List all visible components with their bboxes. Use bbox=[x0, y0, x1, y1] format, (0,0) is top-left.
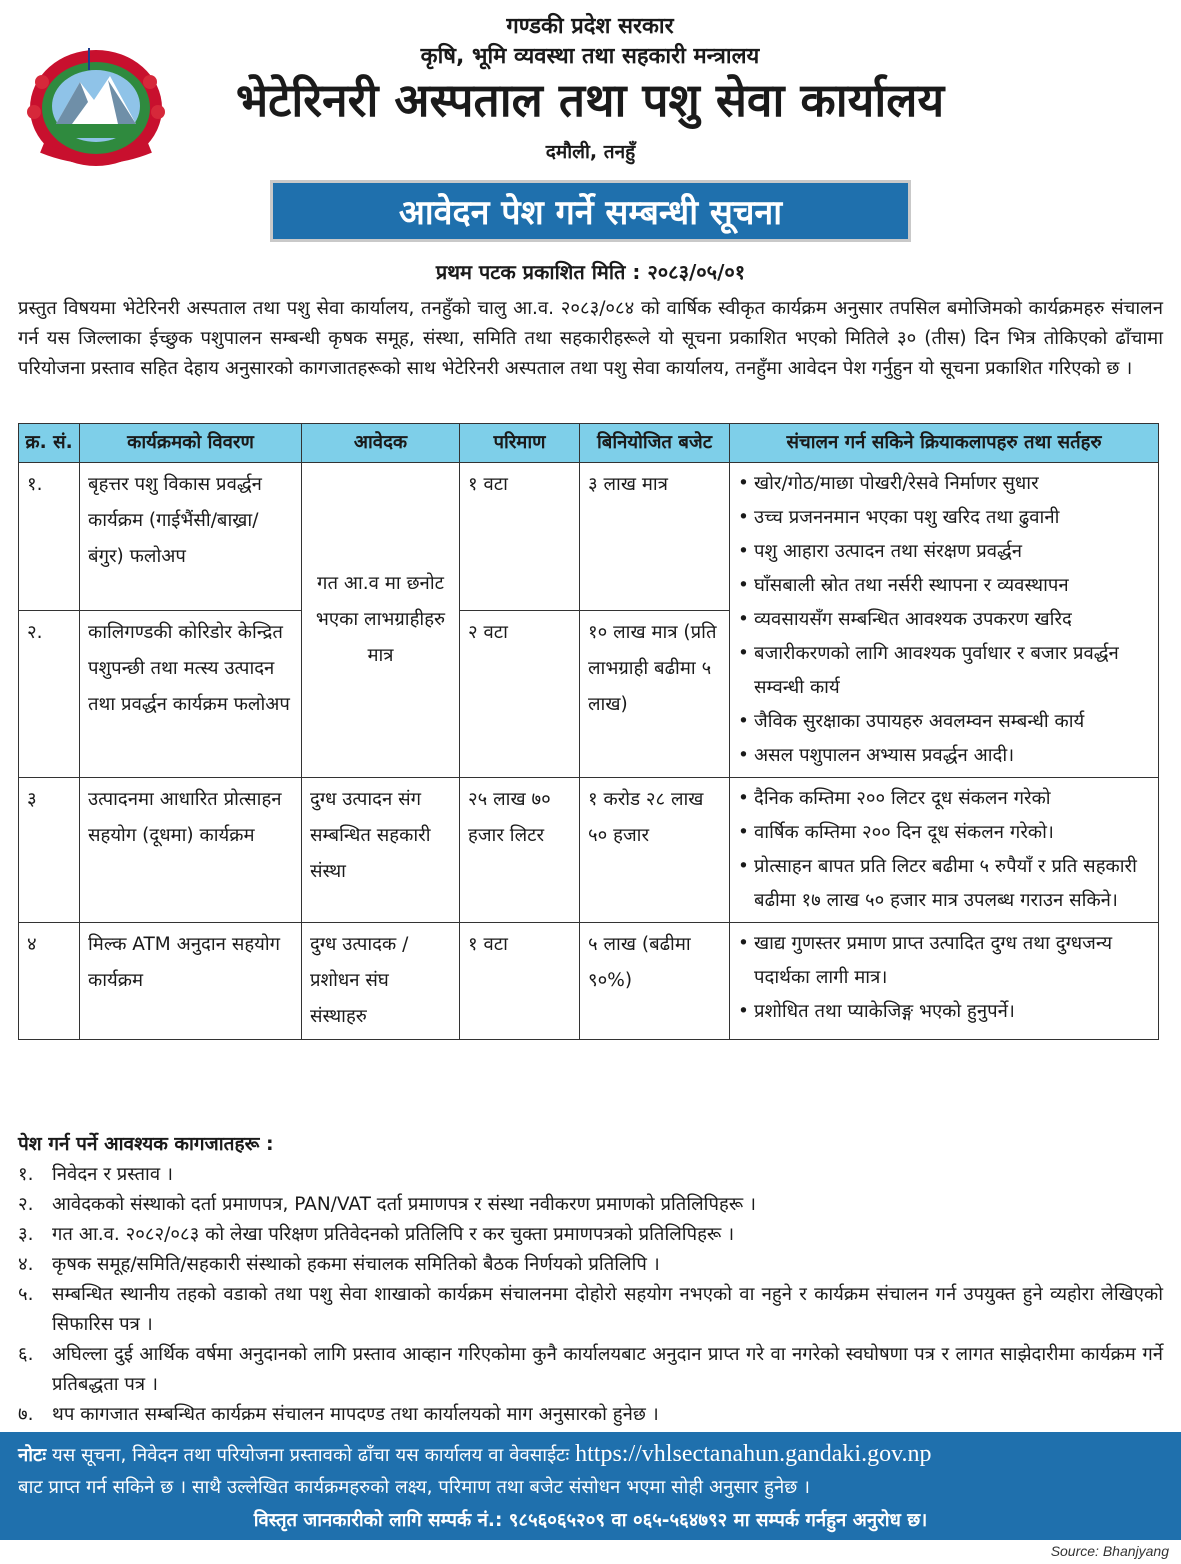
cell-sn: ४ bbox=[19, 923, 80, 1040]
source-credit: Source: Bhanjyang bbox=[1050, 1543, 1169, 1559]
cell-applicant: दुग्ध उत्पादक /प्रशोधन संघ संस्थाहरु bbox=[302, 923, 460, 1040]
item-number: ३. bbox=[18, 1224, 34, 1245]
col-header-applicant: आवेदक bbox=[302, 424, 460, 463]
table-header-row bbox=[19, 424, 1159, 463]
col-header-quantity: परिमाण bbox=[460, 424, 580, 463]
notice-title: आवेदन पेश गर्ने सम्बन्धी सूचना bbox=[398, 193, 783, 233]
list-item: • उच्च प्रजननमान भएका पशु खरिद तथा ढुवानी bbox=[738, 501, 1150, 535]
item-text: कृषक समूह/समिति/सहकारी संस्थाको हकमा संचालक समितिको बैठक निर्णयको प्रतिलिपि । bbox=[52, 1254, 660, 1275]
list-item bbox=[18, 1220, 1163, 1250]
cell-quantity: १ वटा bbox=[460, 923, 580, 1040]
cell-program: मिल्क ATM अनुदान सहयोग कार्यक्रम bbox=[80, 923, 302, 1040]
item-text: गत आ.व. २०८२/०८३ को लेखा परिक्षण प्रतिवेदनको प्रतिलिपि र कर चुक्ता प्रमाणपत्रको प्रतिलिपिहरू । bbox=[52, 1224, 735, 1245]
table-row bbox=[19, 463, 1159, 611]
activities-list bbox=[738, 782, 1150, 918]
item-text: निवेदन र प्रस्ताव । bbox=[52, 1164, 174, 1185]
list-item: • बजारीकरणको लागि आवश्यक पुर्वाधार र बजार प्रवर्द्धन सम्वन्धी कार्य bbox=[738, 637, 1150, 705]
item-number: ५. bbox=[18, 1284, 34, 1305]
cell-activities bbox=[730, 923, 1159, 1040]
item-text: सम्बन्धित स्थानीय तहको वडाको तथा पशु सेवा शाखाको कार्यक्रम संचालनमा दोहोरो सहयोग नभएको वा नहुने र कार्यक्रम संचालन गर्न उपयुक्त हुने व्यहोरा लेखिएको सिफारिस पत्र । bbox=[52, 1284, 1163, 1335]
item-text: आवेदकको संस्थाको दर्ता प्रमाणपत्र, PAN/VAT दर्ता प्रमाणपत्र र संस्था नवीकरण प्रमाणको प्रतिलिपिहरू । bbox=[52, 1194, 757, 1215]
list-item bbox=[18, 1280, 1163, 1340]
list-item bbox=[18, 1160, 1163, 1190]
cell-budget: १० लाख मात्र (प्रति लाभग्राही बढीमा ५ लाख) bbox=[580, 611, 730, 778]
col-header-budget: बिनियोजित बजेट bbox=[580, 424, 730, 463]
ministry-name: कृषि, भूमि व्यवस्था तथा सहकारी मन्त्रालय bbox=[420, 44, 760, 69]
list-item: • घाँसबाली स्रोत तथा नर्सरी स्थापना र व्यवस्थापन bbox=[738, 569, 1150, 603]
cell-program: कालिगण्डकी कोरिडोर केन्द्रित पशुपन्छी तथा मत्स्य उत्पादन तथा प्रवर्द्धन कार्यक्रम फलोअप bbox=[80, 611, 302, 778]
list-item: • व्यवसायसँग सम्बन्धित आवश्यक उपकरण खरिद bbox=[738, 603, 1150, 637]
publication-date: प्रथम पटक प्रकाशित मिति : २०८३/०५/०१ bbox=[435, 260, 746, 284]
cell-activities bbox=[730, 778, 1159, 923]
program-table bbox=[18, 423, 1159, 1040]
office-location: दमौली, तनहुँ bbox=[545, 141, 636, 163]
note-line-2: बाट प्राप्त गर्न सकिने छ । साथै उल्लेखित कार्यक्रमहरुको लक्ष्य, परिमाण तथा बजेट संसोधन भएमा सोही अनुसार हुनेछ । bbox=[18, 1477, 811, 1498]
note-text: यस सूचना, निवेदन तथा परियोजना प्रस्तावको ढाँचा यस कार्यालय वा वेवसाईटः bbox=[52, 1445, 570, 1466]
list-item bbox=[18, 1190, 1163, 1220]
list-item: • दैनिक कम्तिमा २०० लिटर दूध संकलन गरेको bbox=[738, 782, 1150, 816]
col-header-activities: संचालन गर्न सकिने क्रियाकलापहरु तथा सर्तहरु bbox=[730, 424, 1159, 463]
item-number: ७. bbox=[18, 1404, 34, 1425]
list-item bbox=[18, 1400, 1163, 1430]
table-row bbox=[19, 923, 1159, 1040]
item-text: अघिल्ला दुई आर्थिक वर्षमा अनुदानको लागि प्रस्ताव आव्हान गरिएकोमा कुनै कार्यालयबाट अनुदान प्राप्त गरे वा नगरेको स्वघोषणा पत्र र लागत साझेदारीमा कार्यक्रम गर्ने प्रतिबद्धता पत्र । bbox=[52, 1344, 1163, 1395]
website-link[interactable]: https://vhlsectanahun.gandaki.gov.np bbox=[575, 1441, 932, 1467]
list-item bbox=[18, 1250, 1163, 1280]
documents-list bbox=[18, 1160, 1163, 1430]
note-line-1 bbox=[18, 1438, 1163, 1472]
list-item: • प्रशोधित तथा प्याकेजिङ्ग भएको हुनुपर्ने। bbox=[738, 995, 1150, 1029]
documents-title: पेश गर्न पर्ने आवश्यक कागजातहरू : bbox=[18, 1133, 274, 1155]
cell-applicant: दुग्ध उत्पादन संग सम्बन्धित सहकारी संस्था bbox=[302, 778, 460, 923]
cell-program: बृहत्तर पशु विकास प्रवर्द्धन कार्यक्रम (गाईभैंसी/बाख्रा/बंगुर) फलोअप bbox=[80, 463, 302, 611]
item-number: १. bbox=[18, 1164, 34, 1185]
col-header-program: कार्यक्रमको विवरण bbox=[80, 424, 302, 463]
required-documents bbox=[18, 1128, 1163, 1430]
cell-applicant-merged: गत आ.व मा छनोट भएका लाभग्राहीहरु मात्र bbox=[302, 463, 460, 778]
list-item: • प्रोत्साहन बापत प्रति लिटर बढीमा ५ रुपैयाँ र प्रति सहकारी बढीमा १७ लाख ५० हजार मात्र उपलब्ध गराउन सकिने। bbox=[738, 850, 1150, 918]
cell-quantity: १ वटा bbox=[460, 463, 580, 611]
list-item: • वार्षिक कम्तिमा २०० दिन दूध संकलन गरेको। bbox=[738, 816, 1150, 850]
cell-quantity: २ वटा bbox=[460, 611, 580, 778]
footer-note bbox=[0, 1432, 1181, 1540]
table-row bbox=[19, 778, 1159, 923]
list-item: • जैविक सुरक्षाका उपायहरु अवलम्वन सम्बन्धी कार्य bbox=[738, 705, 1150, 739]
cell-sn: २. bbox=[19, 611, 80, 778]
list-item: • पशु आहारा उत्पादन तथा संरक्षण प्रवर्द्धन bbox=[738, 535, 1150, 569]
item-text: थप कागजात सम्बन्धित कार्यक्रम संचालन मापदण्ड तथा कार्यालयको माग अनुसारको हुनेछ । bbox=[52, 1404, 659, 1425]
activities-list bbox=[738, 467, 1150, 773]
cell-budget: ३ लाख मात्र bbox=[580, 463, 730, 611]
list-item: • खाद्य गुणस्तर प्रमाण प्राप्त उत्पादित दुग्ध तथा दुग्धजन्य पदार्थका लागी मात्र। bbox=[738, 927, 1150, 995]
activities-list bbox=[738, 927, 1150, 1029]
cell-sn: १. bbox=[19, 463, 80, 611]
office-name: भेटेरिनरी अस्पताल तथा पशु सेवा कार्यालय bbox=[235, 73, 945, 127]
notice-banner bbox=[270, 180, 911, 242]
contact-info: विस्तृत जानकारीको लागि सम्पर्क नं.: ९८५६०६५२०९ वा ०६५-५६४७९२ मा सम्पर्क गर्नहुन अनुरोध छ। bbox=[253, 1510, 928, 1531]
office-header bbox=[180, 12, 1000, 128]
intro-paragraph: प्रस्तुत विषयमा भेटेरिनरी अस्पताल तथा पशु सेवा कार्यालय, तनहुँको चालु आ.व. २०८३/०८४ को वार्षिक स्वीकृत कार्यक्रम अनुसार तपसिल बमोजिमको कार्यक्रमहरु संचालन गर्न यस जिल्लाका ईच्छुक पशुपालन सम्बन्धी कृषक समूह, संस्था, समिति तथा सहकारीहरूले यो सूचना प्रकाशित भएको मितिले ३० (तीस) दिन भित्र तोकिएको ढाँचामा परियोजना प्रस्ताव सहित देहाय अनुसारको कागजातहरूको साथ भेटेरिनरी अस्पताल तथा पशु सेवा कार्यालय, तनहुँमा आवेदन पेश गर्नुहुन यो सूचना प्रकाशित गरिएको छ । bbox=[18, 298, 1163, 379]
list-item bbox=[18, 1340, 1163, 1400]
cell-program: उत्पादनमा आधारित प्रोत्साहन सहयोग (दूधमा) कार्यक्रम bbox=[80, 778, 302, 923]
gov-name: गण्डकी प्रदेश सरकार bbox=[506, 14, 674, 39]
cell-activities-merged bbox=[730, 463, 1159, 778]
cell-sn: ३ bbox=[19, 778, 80, 923]
cell-budget: ५ लाख (बढीमा ९०%) bbox=[580, 923, 730, 1040]
col-header-sn: क्र. सं. bbox=[19, 424, 80, 463]
cell-budget: १ करोड २८ लाख ५० हजार bbox=[580, 778, 730, 923]
item-number: ६. bbox=[18, 1344, 34, 1365]
item-number: २. bbox=[18, 1194, 34, 1215]
note-label: नोटः bbox=[18, 1445, 47, 1466]
item-number: ४. bbox=[18, 1254, 34, 1275]
list-item: • असल पशुपालन अभ्यास प्रवर्द्धन आदी। bbox=[738, 739, 1150, 773]
cell-quantity: २५ लाख ७० हजार लिटर bbox=[460, 778, 580, 923]
list-item: • खोर/गोठ/माछा पोखरी/रेसवे निर्माणर सुधार bbox=[738, 467, 1150, 501]
